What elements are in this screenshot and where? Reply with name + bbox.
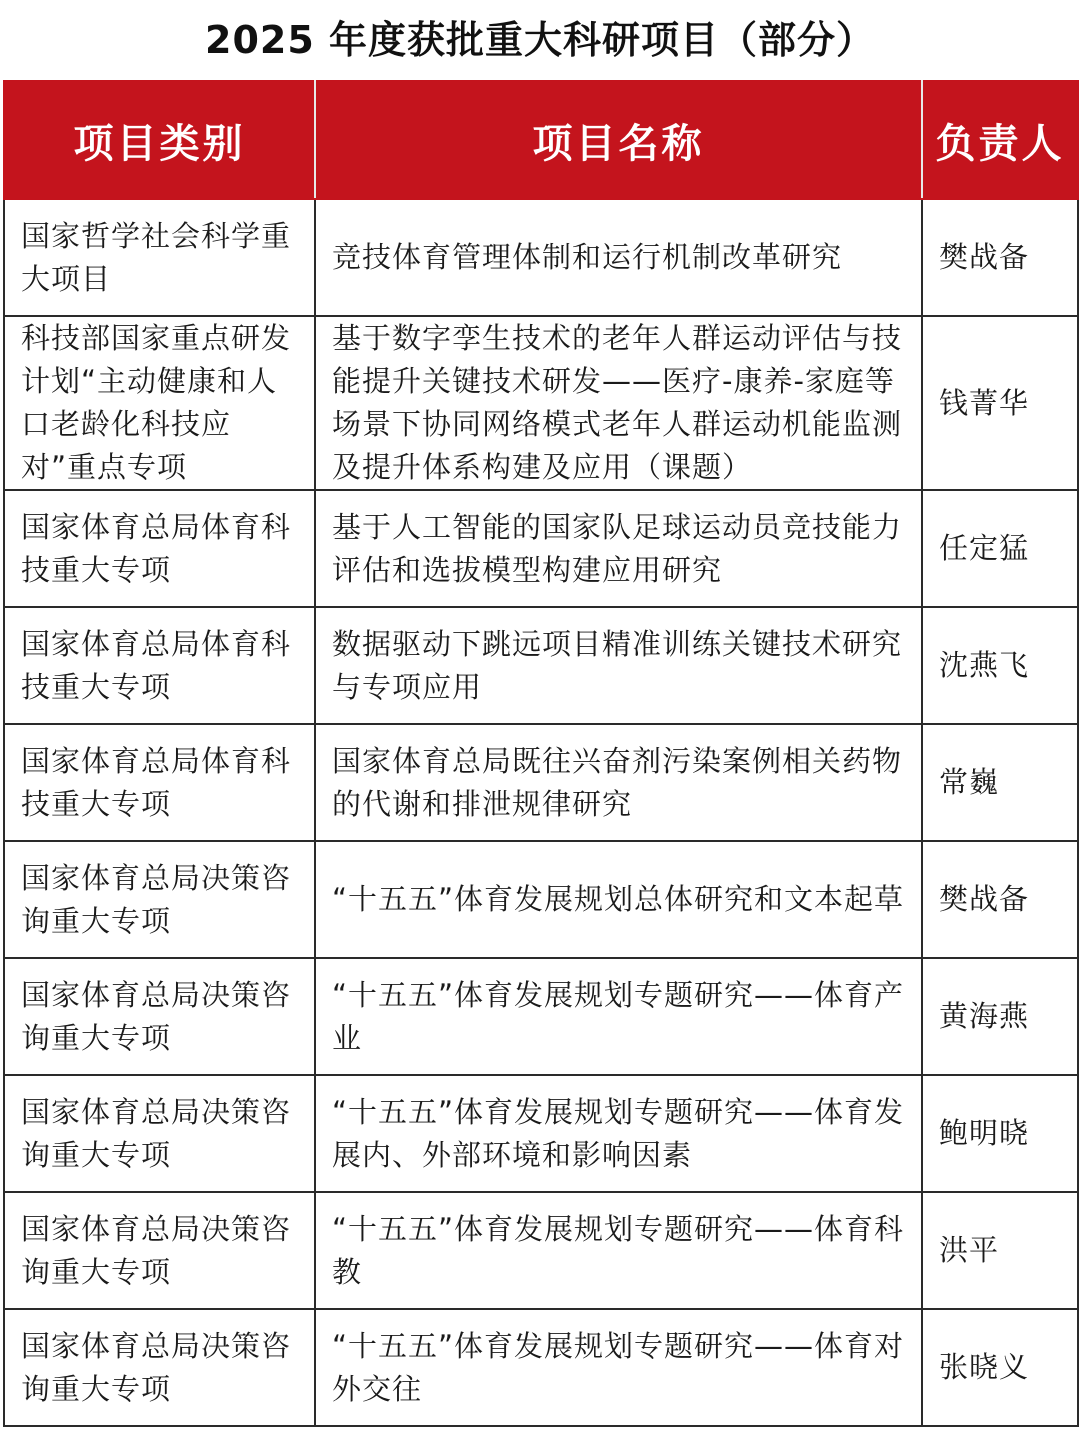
projects-table (3, 80, 1079, 1427)
table-row (4, 724, 1078, 841)
cell-project-name: “十五五”体育发展规划专题研究——体育产业 (315, 958, 922, 1075)
cell-category: 国家体育总局决策咨询重大专项 (4, 1309, 315, 1426)
header-category: 项目类别 (4, 81, 315, 199)
table-row (4, 490, 1078, 607)
table-row (4, 607, 1078, 724)
cell-project-name: 基于数字孪生技术的老年人群运动评估与技能提升关键技术研发——医疗-康养-家庭等场景下协同网络模式老年人群运动机能监测及提升体系构建及应用（课题） (315, 316, 922, 490)
table-row (4, 316, 1078, 490)
table-row (4, 1075, 1078, 1192)
cell-leader: 任定猛 (922, 490, 1078, 607)
cell-category: 国家体育总局决策咨询重大专项 (4, 841, 315, 958)
cell-project-name: 数据驱动下跳远项目精准训练关键技术研究与专项应用 (315, 607, 922, 724)
cell-leader: 黄海燕 (922, 958, 1078, 1075)
table-row (4, 841, 1078, 958)
cell-leader: 洪平 (922, 1192, 1078, 1309)
cell-category: 国家体育总局体育科技重大专项 (4, 490, 315, 607)
header-leader: 负责人 (922, 81, 1078, 199)
cell-category: 国家体育总局决策咨询重大专项 (4, 1192, 315, 1309)
cell-project-name: “十五五”体育发展规划专题研究——体育发展内、外部环境和影响因素 (315, 1075, 922, 1192)
cell-leader: 沈燕飞 (922, 607, 1078, 724)
cell-category: 国家体育总局体育科技重大专项 (4, 724, 315, 841)
cell-leader: 常巍 (922, 724, 1078, 841)
cell-project-name: 基于人工智能的国家队足球运动员竞技能力评估和选拔模型构建应用研究 (315, 490, 922, 607)
table-header-row (4, 81, 1078, 199)
page-title: 2025 年度获批重大科研项目（部分） (205, 18, 875, 62)
cell-leader: 樊战备 (922, 841, 1078, 958)
table-row (4, 1192, 1078, 1309)
cell-category: 国家体育总局体育科技重大专项 (4, 607, 315, 724)
cell-category: 国家体育总局决策咨询重大专项 (4, 958, 315, 1075)
cell-project-name: 国家体育总局既往兴奋剂污染案例相关药物的代谢和排泄规律研究 (315, 724, 922, 841)
cell-category: 国家哲学社会科学重大项目 (4, 199, 315, 316)
header-project-name: 项目名称 (315, 81, 922, 199)
cell-project-name: “十五五”体育发展规划专题研究——体育对外交往 (315, 1309, 922, 1426)
table-row (4, 199, 1078, 316)
cell-leader: 张晓义 (922, 1309, 1078, 1426)
cell-leader: 鲍明晓 (922, 1075, 1078, 1192)
cell-project-name: 竞技体育管理体制和运行机制改革研究 (315, 199, 922, 316)
cell-project-name: “十五五”体育发展规划总体研究和文本起草 (315, 841, 922, 958)
cell-category: 科技部国家重点研发计划“主动健康和人口老龄化科技应对”重点专项 (4, 316, 315, 490)
table-row (4, 958, 1078, 1075)
cell-category: 国家体育总局决策咨询重大专项 (4, 1075, 315, 1192)
cell-leader: 樊战备 (922, 199, 1078, 316)
table-row (4, 1309, 1078, 1426)
cell-leader: 钱菁华 (922, 316, 1078, 490)
cell-project-name: “十五五”体育发展规划专题研究——体育科教 (315, 1192, 922, 1309)
